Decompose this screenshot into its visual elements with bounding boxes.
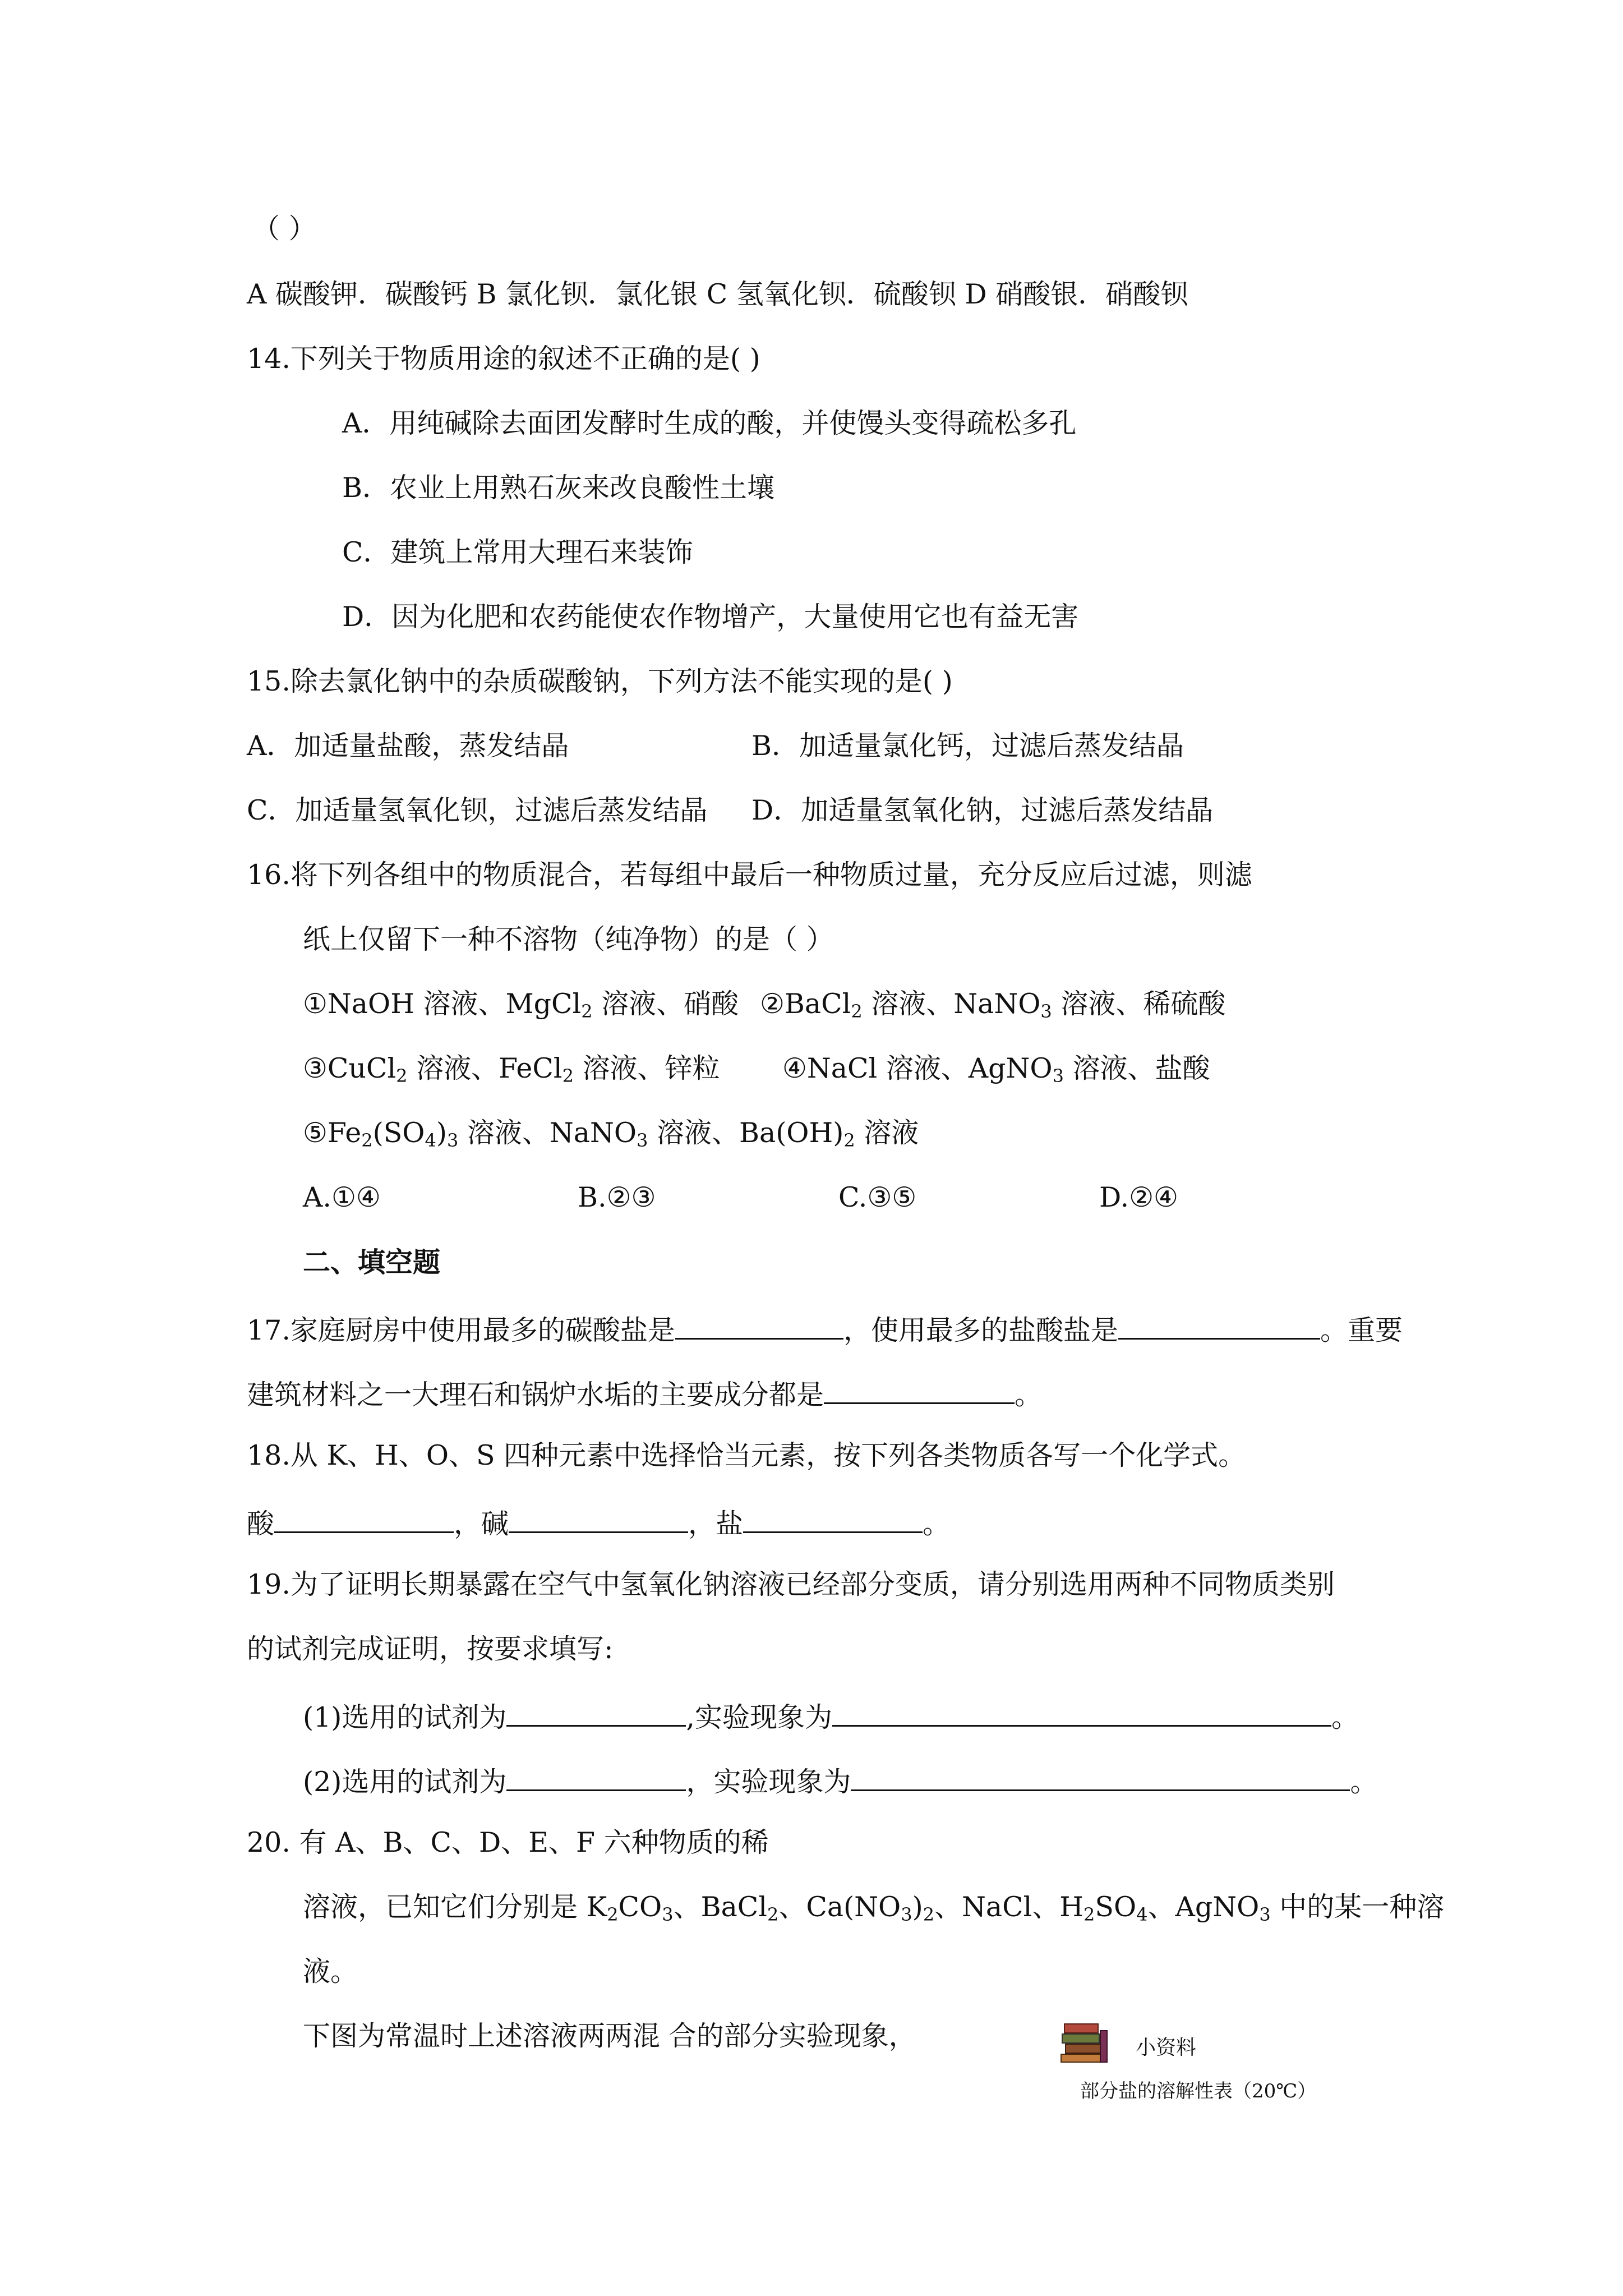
q14-stem: 14.下列关于物质用途的叙述不正确的是( )	[247, 343, 760, 375]
q16-answer-d: D.②④	[1099, 1181, 1178, 1213]
q16-stem: 16.将下列各组中的物质混合，若每组中最后一种物质过量，充分反应后过滤，则滤	[247, 859, 1252, 891]
q18-stem: 18.从 K、H、O、S 四种元素中选择恰当元素，按下列各类物质各写一个化学式。	[247, 1439, 1246, 1471]
info-box-caption: 部分盐的溶解性表（20℃）	[1080, 2080, 1317, 2102]
phenomenon-2-blank[interactable]	[851, 1761, 1350, 1791]
q14-option-a: A．用纯碱除去面团发酵时生成的酸，并使馒头变得疏松多孔	[342, 407, 1077, 439]
q16-answer-a: A.①④	[303, 1181, 381, 1213]
q15-option-a: A．加适量盐酸，蒸发结晶	[247, 730, 569, 762]
q19-part-1: (1)选用的试剂为 ,实验现象为 。	[303, 1697, 1359, 1734]
q16-group-5: $⑤Fe_2(SO_4)_3$ 溶液、NaNO$_3$ 溶液、$Ba(OH)_2$ 溶液	[303, 1117, 919, 1151]
acid-blank[interactable]	[274, 1503, 454, 1533]
q16-answer-b: B.②③	[578, 1181, 656, 1213]
section-heading: 二、填空题	[303, 1246, 441, 1278]
q14-option-d: D．因为化肥和农药能使农作物增产，大量使用它也有益无害	[342, 601, 1079, 633]
q17-line-2: 建筑材料之一大理石和锅炉水垢的主要成分都是 。	[247, 1374, 1042, 1412]
q20-stem-cont-2: 液。	[303, 1955, 358, 1987]
reagent-1-blank[interactable]	[506, 1697, 686, 1727]
q15-option-c: C．加适量氢氧化钡，过滤后蒸发结晶	[247, 794, 708, 826]
reagent-2-blank[interactable]	[506, 1761, 686, 1791]
q20-stem-cont-3: 下图为常温时上述溶液两两混 合的部分实验现象，	[303, 2020, 916, 2052]
info-box-title: 小资料	[1136, 2036, 1197, 2059]
q17-line-1: 17.家庭厨房中使用最多的碳酸盐是 ，使用最多的盐酸盐是 。重要	[247, 1310, 1403, 1347]
q16-group-1: ①NaOH 溶液、MgCl$_2$ 溶液、硝酸	[303, 988, 739, 1022]
q20-stem-cont: 溶液，已知它们分别是 $K_2CO_3$、BaCl$_2$、$Ca(NO_3)_2$、NaCl、$H_2SO_4$、AgNO$_3$ 中的某一种溶	[303, 1891, 1445, 1925]
q19-part-2: (2)选用的试剂为 ，实验现象为 。	[303, 1761, 1377, 1799]
q15-option-d: D．加适量氢氧化钠，过滤后蒸发结晶	[751, 794, 1214, 826]
q15-option-b: B．加适量氯化钙，过滤后蒸发结晶	[751, 730, 1184, 762]
q20-stem: 20. 有 A、B、C、D、E、F 六种物质的稀	[247, 1826, 769, 1858]
q17-blank-3[interactable]	[824, 1374, 1015, 1404]
q17-blank-1[interactable]	[675, 1310, 843, 1340]
info-box	[1060, 2019, 1352, 2132]
q18-answers: 酸 ，碱 ，盐 。	[247, 1503, 950, 1541]
base-blank[interactable]	[509, 1503, 688, 1533]
q19-stem: 19.为了证明长期暴露在空气中氢氧化钠溶液已经部分变质，请分别选用两种不同物质类别	[247, 1568, 1335, 1600]
q19-stem-cont: 的试剂完成证明，按要求填写:	[247, 1633, 614, 1665]
q16-group-3: ③CuCl$_2$ 溶液、FeCl$_2$ 溶液、锌粒	[303, 1052, 720, 1087]
books-icon	[1060, 2019, 1116, 2064]
salt-blank[interactable]	[743, 1503, 923, 1533]
q16-group-2: ②BaCl$_2$ 溶液、NaNO$_3$ 溶液、稀硫酸	[760, 988, 1226, 1022]
q16-answer-c: C.③⑤	[838, 1181, 917, 1213]
q14-option-c: C．建筑上常用大理石来装饰	[342, 536, 693, 568]
q16-stem-cont: 纸上仅留下一种不溶物（纯净物）的是（ ）	[303, 923, 834, 955]
q15-stem: 15.除去氯化钠中的杂质碳酸钠，下列方法不能实现的是( )	[247, 665, 953, 697]
blank-paren: （ ）	[252, 213, 316, 245]
phenomenon-1-blank[interactable]	[832, 1697, 1331, 1727]
q14-option-b: B．农业上用熟石灰来改良酸性土壤	[342, 472, 775, 504]
q16-group-4: ④NaCl 溶液、AgNO$_3$ 溶液、盐酸	[782, 1052, 1210, 1087]
q13-options: A 碳酸钾．碳酸钙 B 氯化钡．氯化银 C 氢氧化钡．硫酸钡 D 硝酸银．硝酸钡	[247, 278, 1188, 310]
q17-blank-2[interactable]	[1118, 1310, 1320, 1340]
